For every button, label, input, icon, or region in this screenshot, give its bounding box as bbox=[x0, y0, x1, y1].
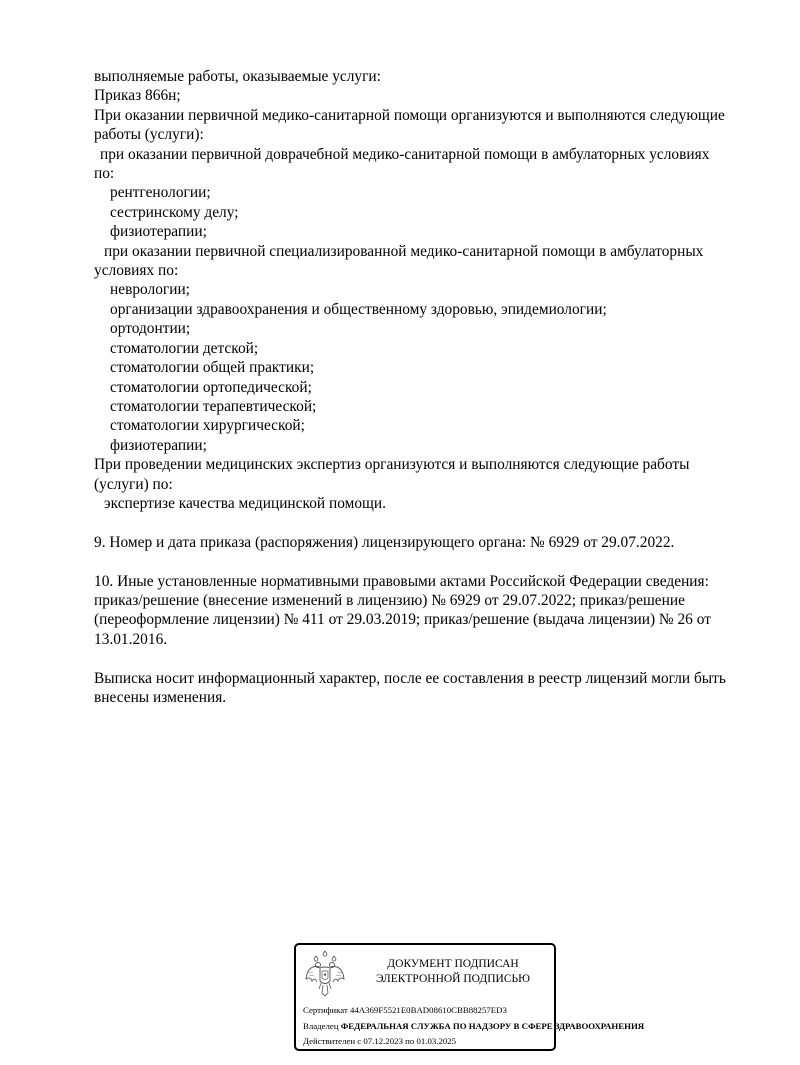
list-item: экспертизе качества медицинской помощи. bbox=[104, 494, 386, 512]
text-line: условиях по: bbox=[94, 262, 179, 280]
certificate-owner bbox=[303, 1019, 644, 1035]
certificate-number: Сертификат 44A369F5521E0BAD08610CBB88257ED3 bbox=[303, 1005, 507, 1015]
coat-of-arms-icon bbox=[304, 951, 346, 997]
list-item: стоматологии терапевтической; bbox=[110, 397, 317, 415]
certificate-validity: Действителен с 07.12.2023 по 01.03.2025 bbox=[303, 1036, 457, 1046]
text-line: (переоформление лицензии) № 411 от 29.03.2019; приказ/решение (выдача лицензии) № 26 от bbox=[94, 611, 711, 629]
text-line: (услуги) по: bbox=[94, 475, 173, 493]
text-line: выполняемые работы, оказываемые услуги: bbox=[94, 68, 381, 85]
paragraph-gap bbox=[94, 649, 764, 668]
paragraph-gap bbox=[94, 552, 764, 571]
owner-value: ФЕДЕРАЛЬНАЯ СЛУЖБА ПО НАДЗОРУ В СФЕРЕ ЗДРАВООХРАНЕНИЯ bbox=[340, 1020, 645, 1031]
owner-label: Владелец bbox=[303, 1020, 339, 1031]
list-item: стоматологии хирургической; bbox=[110, 417, 305, 435]
stamp-title bbox=[358, 957, 548, 987]
section-9: 9. Номер и дата приказа (распоряжения) лицензирующего органа: № 6929 от 29.07.2022. bbox=[94, 533, 675, 551]
list-item: неврологии; bbox=[110, 281, 190, 299]
text-line: При проведении медицинских экспертиз организуются и выполняются следующие работы bbox=[94, 456, 690, 474]
text-line: 13.01.2016. bbox=[94, 630, 168, 648]
section-10: 10. Иные установленные нормативными правовыми актами Российской Федерации сведения: bbox=[94, 572, 709, 590]
certificate-info bbox=[303, 1003, 644, 1050]
text-line: при оказании первичной доврачебной медико-санитарной помощи в амбулаторных условиях bbox=[100, 145, 710, 163]
document-body bbox=[94, 67, 764, 707]
text-line: приказ/решение (внесение изменений в лицензию) № 6929 от 29.07.2022; приказ/решение bbox=[94, 591, 685, 609]
text-line: При оказании первичной медико-санитарной помощи организуются и выполняются следующие bbox=[94, 106, 725, 124]
list-item: сестринскому делу; bbox=[110, 203, 239, 221]
list-item: рентгенологии; bbox=[110, 184, 211, 202]
list-item: стоматологии ортопедической; bbox=[110, 378, 312, 396]
text-line: при оказании первичной специализированной медико-санитарной помощи в амбулаторных bbox=[104, 242, 704, 260]
paragraph-gap bbox=[94, 513, 764, 532]
list-item: физиотерапии; bbox=[110, 436, 207, 454]
disclaimer: внесены изменения. bbox=[94, 688, 227, 706]
stamp-title-line: ДОКУМЕНТ ПОДПИСАН bbox=[387, 958, 519, 970]
electronic-signature-stamp bbox=[294, 943, 645, 1051]
disclaimer: Выписка носит информационный характер, после ее составления в реестр лицензий могли быть bbox=[94, 669, 726, 687]
text-line: по: bbox=[94, 165, 115, 183]
text-line: Приказ 866н; bbox=[94, 87, 181, 105]
list-item: организации здравоохранения и общественному здоровью, эпидемиологии; bbox=[110, 300, 607, 318]
list-item: стоматологии детской; bbox=[110, 339, 259, 357]
list-item: стоматологии общей практики; bbox=[110, 359, 315, 377]
text-line: работы (услуги): bbox=[94, 126, 204, 144]
list-item: ортодонтии; bbox=[110, 320, 191, 338]
list-item: физиотерапии; bbox=[110, 223, 207, 241]
stamp-title-line: ЭЛЕКТРОННОЙ ПОДПИСЬЮ bbox=[376, 973, 530, 985]
